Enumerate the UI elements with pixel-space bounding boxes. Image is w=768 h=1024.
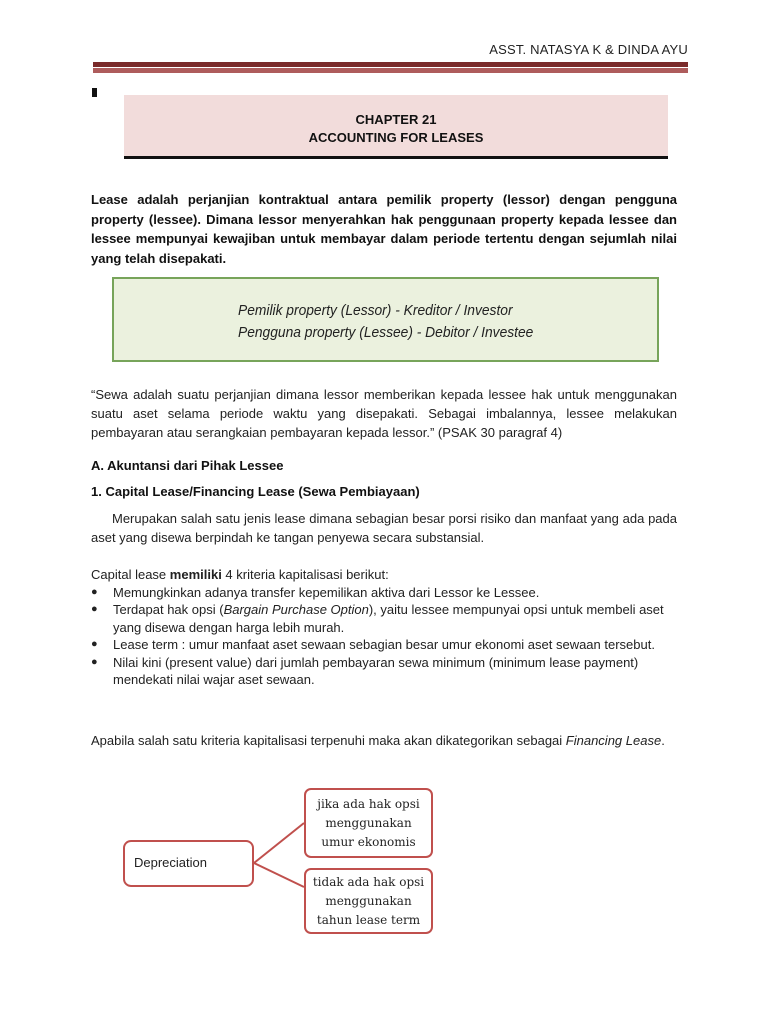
chapter-title: ACCOUNTING FOR LEASES (308, 130, 484, 145)
list-item (91, 601, 677, 636)
criteria-intro (91, 566, 677, 584)
option1-line1: jika ada hak opsi (317, 797, 420, 811)
conclusion-italic: Financing Lease (565, 733, 662, 748)
chapter-number: CHAPTER 21 (355, 112, 437, 127)
definition-lessor: Pemilik property (Lessor) - Kreditor / Investor (238, 302, 513, 319)
criteria-item-1: Memungkinkan adanya transfer kepemilikan aktiva dari Lessor ke Lessee. (113, 584, 540, 600)
conclusion-pre: Apabila salah satu kriteria kapitalisasi terpenuhi maka akan dikategorikan sebagai (91, 733, 566, 748)
diagram-connector (250, 815, 310, 895)
psak-quote: “Sewa adalah suatu perjanjian dimana lessor memberikan kepada lessee hak untuk menggunakan suatu aset selama periode waktu yang disepakati. Sebagai imbalannya, lessee melakukan pembayaran atau serangkaian pembayaran kepada lessor.” (PSAK 30 paragraf 4) (91, 387, 677, 440)
conclusion-paragraph (91, 731, 677, 750)
capital-lease-description: Merupakan salah satu jenis lease dimana sebagian besar porsi risiko dan manfaat yang ada pada aset yang disewa berpindah ke tangan penyewa secara substansial. (91, 511, 677, 545)
section-heading-1: 1. Capital Lease/Financing Lease (Sewa Pembiayaan) (91, 484, 420, 499)
bullet-mark (92, 88, 97, 97)
criteria-item-2-pre: Terdapat hak opsi ( (113, 602, 224, 617)
criteria-intro-post: 4 kriteria kapitalisasi berikut: (221, 567, 389, 582)
intro-paragraph: Lease adalah perjanjian kontraktual antara pemilik property (lessor) dengan pengguna property (lessee). Dimana lessor menyerahkan hak penggunaan property kepada lessee dan lessee mempunyai kewajiban untuk membayar dalam periode tertentu dengan sejumlah nilai yang telah disepakati. (91, 192, 677, 266)
criteria-item-4: Nilai kini (present value) dari jumlah pembayaran sewa minimum (minimum lease payment) mendekati nilai wajar aset sewaan. (113, 654, 639, 687)
conclusion-post: . (661, 733, 665, 748)
option-box-lease-term (304, 868, 433, 934)
definition-box (112, 277, 659, 362)
option-box-economic-life (304, 788, 433, 858)
criteria-item-2-post: ), yaitu lessee mempunyai opsi untuk membeli aset yang disewa dengan harga lebih murah. (113, 602, 664, 635)
header-author: ASST. NATASYA K & DINDA AYU (489, 42, 688, 57)
list-item (91, 636, 677, 654)
depreciation-box: Depreciation (123, 840, 254, 887)
option1-line2: menggunakan (325, 816, 412, 830)
header-rule-lower (93, 68, 688, 73)
option2-line1: tidak ada hak opsi (312, 875, 425, 889)
section-heading-a: A. Akuntansi dari Pihak Lessee (91, 458, 284, 473)
option2-line3: tahun lease term (316, 913, 421, 927)
criteria-item-2-italic: Bargain Purchase Option (223, 602, 369, 617)
connector-upper (254, 823, 304, 863)
criteria-list (91, 584, 677, 689)
connector-lower (254, 863, 304, 887)
criteria-intro-bold: memiliki (169, 567, 222, 582)
option1-line3: umur ekonomis (321, 835, 416, 849)
header-rule (93, 62, 688, 67)
criteria-item-3: Lease term : umur manfaat aset sewaan sebagian besar umur ekonomi aset sewaan tersebut. (113, 637, 655, 652)
criteria-block (91, 566, 677, 689)
list-item (91, 584, 677, 602)
list-item (91, 654, 677, 689)
chapter-title-box (124, 95, 668, 159)
definition-lessee: Pengguna property (Lessee) - Debitor / Investee (238, 324, 534, 341)
criteria-intro-pre: Capital lease (91, 567, 170, 582)
option2-line2: menggunakan (325, 894, 412, 908)
